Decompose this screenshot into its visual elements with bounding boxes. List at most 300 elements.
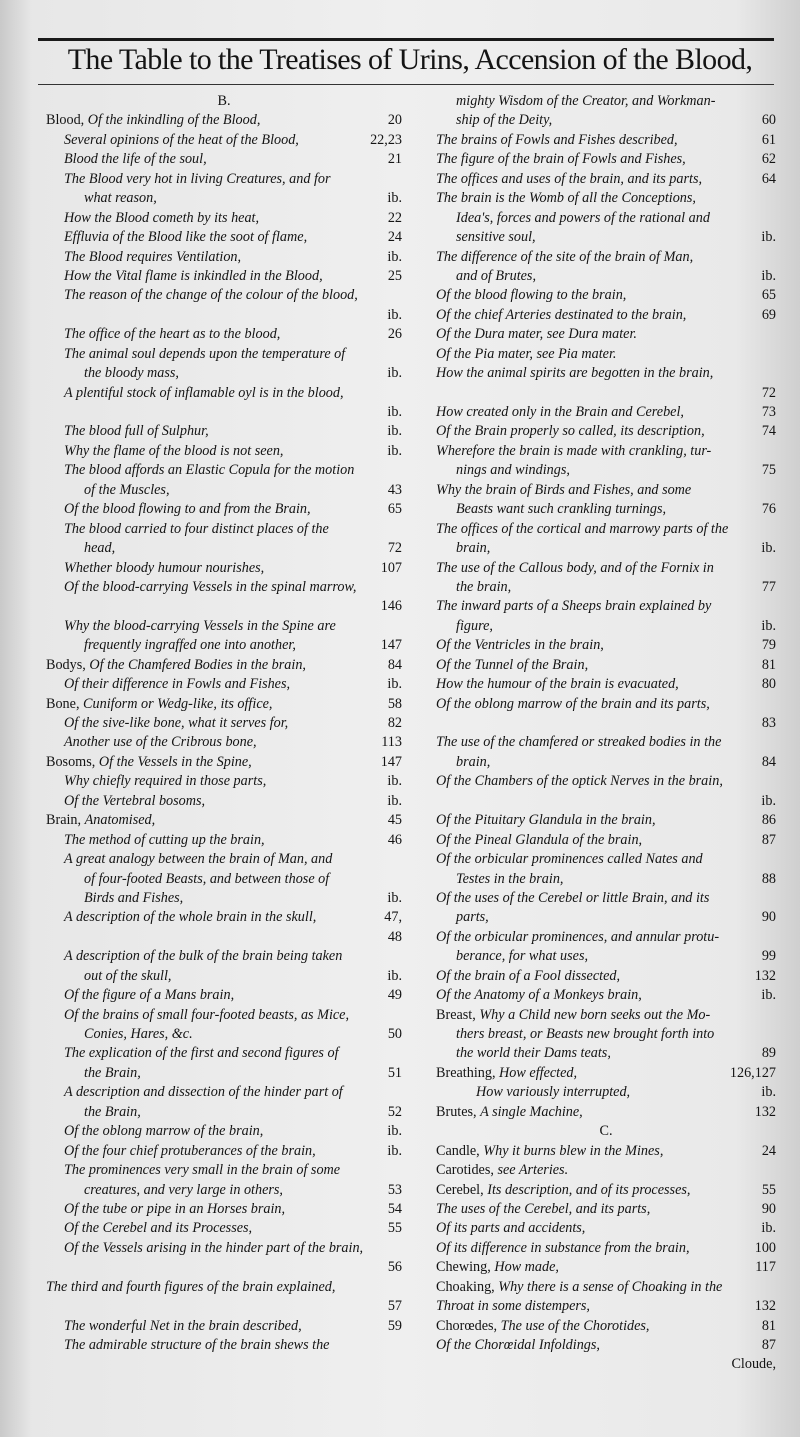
index-entry [46, 947, 402, 966]
index-entry [436, 870, 776, 889]
page-number: 99 [761, 948, 776, 965]
entry-text: Of the brains of small four-footed beasts, as Mice, [64, 1006, 350, 1023]
page-number: ib. [387, 792, 402, 809]
index-entry [436, 831, 776, 850]
index-entry [436, 559, 776, 578]
entry-text: of four-footed Beasts, and between those of [84, 870, 330, 887]
page-number: 81 [761, 1317, 776, 1334]
entry-text: How created only in the Brain and Cerebel, [436, 404, 684, 420]
index-entry [46, 1239, 402, 1258]
index-entry [436, 1336, 776, 1355]
entry-text: Of the Vessels in the Spine, [98, 753, 252, 770]
index-entry [436, 150, 776, 169]
index-entry [46, 636, 402, 655]
index-entry [46, 1064, 402, 1083]
page-number: ib. [387, 423, 402, 440]
page-number: 57 [387, 1298, 402, 1315]
index-entry [436, 520, 776, 539]
index-entry [436, 481, 776, 500]
index-heading: Breathing, [436, 1064, 500, 1081]
page-number: 56 [387, 1259, 402, 1276]
entry-text: The difference of the site of the brain of Man, [436, 248, 694, 265]
index-entry [46, 1044, 402, 1063]
page-number: ib. [387, 248, 402, 265]
page-number: ib. [761, 1084, 776, 1101]
index-entry [436, 908, 776, 927]
entry-text: Of the sive-like bone, what it serves for, [64, 715, 289, 731]
index-page-ref [46, 1297, 402, 1316]
entry-text: Birds and Fishes, [84, 889, 184, 906]
index-entry [436, 928, 776, 947]
page-number: 55 [387, 1220, 402, 1237]
index-entry [46, 578, 402, 597]
entry-text: Why the blood-carrying Vessels in the Spine are [64, 617, 336, 634]
index-entry [46, 1278, 402, 1297]
index-page-ref [46, 306, 402, 325]
entry-text: Of the orbicular prominences called Nates and [436, 851, 703, 868]
entry-text: How the Vital flame is inkindled in the Blood, [64, 267, 323, 284]
index-entry [46, 850, 402, 869]
entry-text: The use of the chamfered or streaked bodies in the [436, 734, 722, 751]
index-heading: Choaking, [436, 1278, 499, 1295]
index-entry [436, 578, 776, 597]
index-entry [436, 267, 776, 286]
index-entry [436, 967, 776, 986]
index-entry [436, 1239, 776, 1258]
page-number: 50 [387, 1026, 402, 1042]
page-number: 88 [761, 870, 776, 887]
index-entry [46, 1181, 402, 1200]
page-number: 54 [387, 1200, 402, 1217]
entry-text: Of the Vessels arising in the hinder part of the brain, [64, 1239, 364, 1256]
entry-text: How effected, [499, 1064, 578, 1081]
page-number: ib. [387, 190, 402, 207]
index-entry [436, 422, 776, 441]
entry-text: sensitive soul, [456, 229, 536, 246]
page-number: 146 [380, 598, 402, 615]
entry-text: A description of the whole brain in the skull, [64, 909, 317, 926]
page-number: ib. [761, 617, 776, 634]
index-entry [436, 286, 776, 305]
entry-text: Of the figure of a Mans brain, [64, 987, 235, 1004]
entry-text: The office of the heart as to the blood, [64, 326, 281, 343]
entry-text: How made, [494, 1259, 559, 1276]
index-entry [436, 442, 776, 461]
entry-text: The brain is the Womb of all the Conceptions, [436, 190, 696, 207]
page-number: 52 [387, 1103, 402, 1120]
index-entry [436, 617, 776, 636]
index-heading: Bone, [46, 695, 84, 712]
page-number: 24 [387, 229, 402, 246]
entry-text: Of the Ventricles in the brain, [436, 637, 604, 654]
entry-text: Why it burns blew in the Mines, [483, 1142, 664, 1159]
index-heading: Candle, [436, 1142, 484, 1159]
page-number: 49 [387, 987, 402, 1004]
index-entry [436, 111, 776, 130]
entry-text: of the Muscles, [84, 481, 170, 498]
page-number: 47, [384, 909, 402, 926]
page-number: 132 [754, 967, 776, 984]
page-number: 113 [381, 734, 402, 751]
page-number: 72 [387, 540, 402, 557]
entry-text: How the animal spirits are begotten in the brain, [436, 365, 714, 382]
entry-text: The Blood requires Ventilation, [64, 248, 242, 265]
index-heading-entry [436, 1317, 776, 1336]
index-entry [436, 811, 776, 830]
entry-text: Testes in the brain, [456, 870, 564, 887]
page-number: ib. [761, 229, 776, 246]
page-number: 24 [761, 1142, 776, 1159]
index-entry [436, 889, 776, 908]
page-number: 84 [387, 656, 402, 673]
page-number: 58 [387, 695, 402, 712]
page-number: 74 [761, 423, 776, 440]
entry-text: Why there is a sense of Choaking in the [498, 1278, 723, 1295]
index-entry [46, 986, 402, 1005]
entry-text: Of the Pineal Glandula of the brain, [436, 831, 643, 848]
entry-text: Wherefore the brain is made with crankling, tur- [436, 442, 712, 459]
index-entry [436, 733, 776, 752]
page-number: 82 [387, 715, 402, 731]
index-entry [46, 714, 402, 733]
page-number: 117 [755, 1259, 776, 1276]
index-entry [46, 1336, 402, 1355]
entry-text: mighty Wisdom of the Creator, and Workman- [456, 93, 716, 109]
section-letter: C. [599, 1123, 613, 1140]
index-entry [436, 986, 776, 1005]
page-number: 147 [380, 753, 402, 770]
entry-text: Of the orbicular prominences, and annular protu- [436, 928, 720, 945]
entry-text: Of the oblong marrow of the brain and its parts, [436, 695, 710, 712]
entry-text: Several opinions of the heat of the Blood, [64, 131, 299, 148]
entry-text: A great analogy between the brain of Man, and [64, 851, 333, 868]
index-entry [436, 500, 776, 519]
entry-text: The inward parts of a Sheeps brain explained by [436, 598, 712, 615]
entry-text: Of the four chief protuberances of the brain, [64, 1142, 316, 1159]
page-number: ib. [387, 1142, 402, 1159]
entry-text: The third and fourth figures of the brain explained, [46, 1278, 336, 1295]
index-entry [436, 92, 776, 111]
page-number: ib. [761, 792, 776, 809]
page-number: ib. [387, 967, 402, 984]
index-entry [46, 889, 402, 908]
index-heading-entry [436, 1064, 776, 1083]
index-entry [436, 1083, 776, 1102]
page-number: 61 [761, 131, 776, 148]
entry-text: Of the Pia mater, see Pia mater. [436, 345, 617, 362]
page-number: 21 [387, 151, 402, 168]
entry-text: Of the blood flowing to and from the Brain, [64, 501, 311, 518]
index-entry [436, 170, 776, 189]
entry-text: The wonderful Net in the brain described, [64, 1317, 302, 1334]
index-entry [46, 870, 402, 889]
entry-text: Of the Cerebel and its Processes, [64, 1220, 253, 1237]
index-entry [46, 1219, 402, 1238]
index-entry [436, 772, 776, 791]
index-entry [46, 209, 402, 228]
entry-text: The offices and uses of the brain, and its parts, [436, 170, 703, 187]
page-number: ib. [387, 773, 402, 790]
index-entry [436, 1297, 776, 1316]
entry-text: The method of cutting up the brain, [64, 831, 265, 848]
entry-text: Its description, and of its processes, [487, 1181, 691, 1198]
index-entry [46, 539, 402, 558]
index-entry [46, 1122, 402, 1141]
entry-text: How the Blood cometh by its heat, [64, 209, 260, 226]
index-entry [46, 1006, 402, 1025]
entry-text: The admirable structure of the brain shews the [64, 1337, 330, 1353]
page-number: 73 [761, 404, 776, 420]
entry-text: creatures, and very large in others, [84, 1181, 283, 1198]
index-heading-entry [436, 1006, 776, 1025]
entry-text: Whether bloody humour nourishes, [64, 559, 265, 576]
entry-text: Beasts want such crankling turnings, [456, 501, 667, 518]
index-entry [46, 131, 402, 150]
entry-text: The offices of the cortical and marrowy parts of the [436, 520, 729, 537]
page-number: 20 [387, 112, 402, 129]
entry-text: The animal soul depends upon the temperature of [64, 345, 346, 362]
index-heading: Carotides, [436, 1162, 498, 1179]
entry-text: ship of the Deity, [456, 112, 553, 129]
index-entry [46, 345, 402, 364]
entry-text: Of the blood flowing to the brain, [436, 287, 627, 304]
page-number: 45 [387, 812, 402, 829]
entry-text: Of the tube or pipe in an Horses brain, [64, 1200, 286, 1217]
page-number: 126,127 [729, 1064, 776, 1081]
entry-text: Effluvia of the Blood like the soot of flame, [64, 229, 308, 246]
page-number: 79 [761, 637, 776, 654]
entry-text: The reason of the change of the colour of the blood, [64, 287, 358, 304]
entry-text: The use of the Callous body, and of the Fornix in [436, 559, 714, 576]
page-number: 81 [761, 656, 776, 673]
entry-text: see Arteries. [497, 1162, 569, 1179]
entry-text: Why the flame of the blood is not seen, [64, 442, 284, 459]
page-number: 90 [761, 909, 776, 926]
index-heading-entry [436, 1258, 776, 1277]
index-heading-entry [46, 811, 402, 830]
entry-text: Of the inkindling of the Blood, [87, 112, 261, 129]
index-column-left [46, 92, 402, 1417]
page-number: 51 [387, 1064, 402, 1081]
index-entry [46, 1103, 402, 1122]
index-heading: Bosoms, [46, 753, 99, 770]
page-number: 43 [387, 481, 402, 498]
entry-text: the Brain, [84, 1064, 141, 1081]
index-entry [46, 1025, 402, 1044]
index-page-ref [436, 714, 776, 733]
entry-text: A description of the bulk of the brain being taken [64, 948, 343, 965]
page-number: 60 [761, 112, 776, 129]
index-entry [436, 1044, 776, 1063]
page-number: 22,23 [370, 131, 402, 148]
index-entry [46, 831, 402, 850]
index-entry [436, 248, 776, 267]
page-number: ib. [761, 987, 776, 1004]
entry-text: Why chiefly required in those parts, [64, 773, 267, 790]
index-entry [436, 1025, 776, 1044]
page-number: ib. [387, 365, 402, 382]
index-entry [436, 345, 776, 364]
entry-text: Of the brain of a Fool dissected, [436, 967, 621, 984]
index-heading: Breast, [436, 1006, 480, 1023]
page-number: 59 [387, 1317, 402, 1334]
index-entry [436, 364, 776, 383]
page-number: ib. [387, 676, 402, 693]
page-number: 107 [380, 559, 402, 576]
index-entry [436, 753, 776, 772]
index-entry [436, 695, 776, 714]
index-heading: Brutes, [436, 1103, 481, 1120]
index-entry [46, 248, 402, 267]
entry-text: Of the Vertebral bosoms, [64, 792, 206, 809]
index-entry [46, 442, 402, 461]
index-entry [436, 209, 776, 228]
page-number: ib. [387, 442, 402, 459]
entry-text: Of the chief Arteries destinated to the brain, [436, 306, 687, 323]
page-number: 90 [761, 1200, 776, 1217]
entry-text: The Blood very hot in living Creatures, and for [64, 170, 331, 187]
entry-text: the world their Dams teats, [456, 1045, 611, 1062]
entry-text: frequently ingraffed one into another, [84, 637, 296, 654]
entry-text: Of the Dura mater, see Dura mater. [436, 326, 637, 343]
page-number: 132 [754, 1103, 776, 1120]
entry-text: what reason, [84, 190, 157, 207]
page-number: 69 [761, 306, 776, 323]
index-entry [46, 150, 402, 169]
entry-text: Throat in some distempers, [436, 1298, 590, 1315]
index-entry [46, 500, 402, 519]
entry-text: Why a Child new born seeks out the Mo- [479, 1006, 711, 1023]
index-page-ref [436, 792, 776, 811]
entry-text: Of the Pituitary Glandula in the brain, [436, 812, 656, 829]
page-number: 77 [761, 578, 776, 595]
index-entry [436, 306, 776, 325]
entry-text: Another use of the Cribrous bone, [64, 734, 257, 751]
index-entry [46, 325, 402, 344]
index-heading: Bodys, [46, 656, 90, 673]
index-entry [436, 597, 776, 616]
entry-text: and of Brutes, [456, 267, 536, 284]
entry-text: Blood the life of the soul, [64, 151, 207, 168]
index-entry [46, 520, 402, 539]
entry-text: thers breast, or Beasts new brought forth into [456, 1026, 715, 1042]
page-number: 86 [761, 812, 776, 829]
index-page-ref [46, 403, 402, 422]
index-heading: Cerebel, [436, 1181, 488, 1198]
entry-text: The uses of the Cerebel, and its parts, [436, 1200, 651, 1217]
entry-text: Of the uses of the Cerebel or little Brain, and its [436, 889, 710, 906]
entry-text: Of the Brain properly so called, its description, [436, 423, 705, 440]
index-entry [46, 364, 402, 383]
page-number: 53 [387, 1181, 402, 1198]
entry-text: the brain, [456, 578, 512, 595]
entry-text: The brains of Fowls and Fishes described, [436, 131, 678, 148]
index-entry [46, 1083, 402, 1102]
entry-text: The blood affords an Elastic Copula for the motion [64, 462, 355, 479]
entry-text: berance, for what uses, [456, 948, 589, 965]
page-number: ib. [387, 889, 402, 906]
index-entry [46, 481, 402, 500]
index-heading-entry [436, 1103, 776, 1122]
index-entry [436, 461, 776, 480]
page-number: 48 [387, 928, 402, 945]
index-entry [436, 636, 776, 655]
index-page-ref [46, 597, 402, 616]
index-entry [46, 286, 402, 305]
page-number: ib. [761, 540, 776, 557]
index-entry [436, 656, 776, 675]
entry-text: Of their difference in Fowls and Fishes, [64, 676, 291, 693]
entry-text: figure, [456, 617, 493, 634]
index-entry [46, 384, 402, 403]
entry-text: Conies, Hares, &c. [84, 1026, 193, 1042]
index-heading-entry [436, 1161, 776, 1180]
page-number: 80 [761, 676, 776, 693]
entry-text: out of the skull, [84, 967, 172, 984]
page-number: ib. [387, 306, 402, 323]
catchword: Cloude, [731, 1356, 776, 1373]
entry-text: The blood full of Sulphur, [64, 423, 209, 440]
entry-text: The figure of the brain of Fowls and Fishes, [436, 151, 686, 168]
index-heading-entry [46, 656, 402, 675]
entry-text: the bloody mass, [84, 365, 179, 382]
index-heading-entry [436, 1181, 776, 1200]
page-number: 65 [387, 501, 402, 518]
page-number: 87 [761, 1337, 776, 1353]
index-entry [46, 1200, 402, 1219]
entry-text: Cuniform or Wedg-like, its office, [83, 695, 273, 712]
page-number: 84 [761, 753, 776, 770]
index-heading-entry [436, 1142, 776, 1161]
index-page-ref [46, 928, 402, 947]
page-number: ib. [761, 267, 776, 284]
index-entry [436, 850, 776, 869]
page-number: 89 [761, 1045, 776, 1062]
index-heading-entry [436, 1278, 776, 1297]
entry-text: Of the Tunnel of the Brain, [436, 656, 589, 673]
index-entry [436, 947, 776, 966]
page-number: 100 [754, 1239, 776, 1256]
index-entry [46, 228, 402, 247]
index-entry [46, 170, 402, 189]
entry-text: brain, [456, 753, 491, 770]
entry-text: brain, [456, 540, 491, 557]
entry-text: How the humour of the brain is evacuated, [436, 676, 679, 693]
entry-text: Idea's, forces and powers of the rational and [456, 209, 710, 226]
entry-text: nings and windings, [456, 462, 570, 479]
entry-text: The use of the Chorotides, [500, 1317, 650, 1334]
index-page-ref [436, 384, 776, 403]
index-entry [46, 267, 402, 286]
index-entry [46, 1161, 402, 1180]
entry-text: The prominences very small in the brain of some [64, 1162, 341, 1179]
page-number: 83 [761, 715, 776, 731]
page-number: 132 [754, 1298, 776, 1315]
entry-text: Of its difference in substance from the brain, [436, 1239, 690, 1256]
index-entry [436, 131, 776, 150]
entry-text: Of the Chambers of the optick Nerves in the brain, [436, 773, 723, 790]
index-column-right [436, 92, 776, 1417]
page-number: 64 [761, 170, 776, 187]
entry-text: Of the oblong marrow of the brain, [64, 1123, 264, 1140]
entry-text: Of its parts and accidents, [436, 1220, 586, 1237]
page-number: ib. [387, 404, 402, 420]
title-rule [38, 84, 774, 85]
index-entry [436, 1219, 776, 1238]
running-title: The Table to the Treatises of Urins, Accension of the Blood, [67, 43, 753, 76]
entry-text: Of the Anatomy of a Monkeys brain, [436, 987, 642, 1004]
index-entry [46, 461, 402, 480]
